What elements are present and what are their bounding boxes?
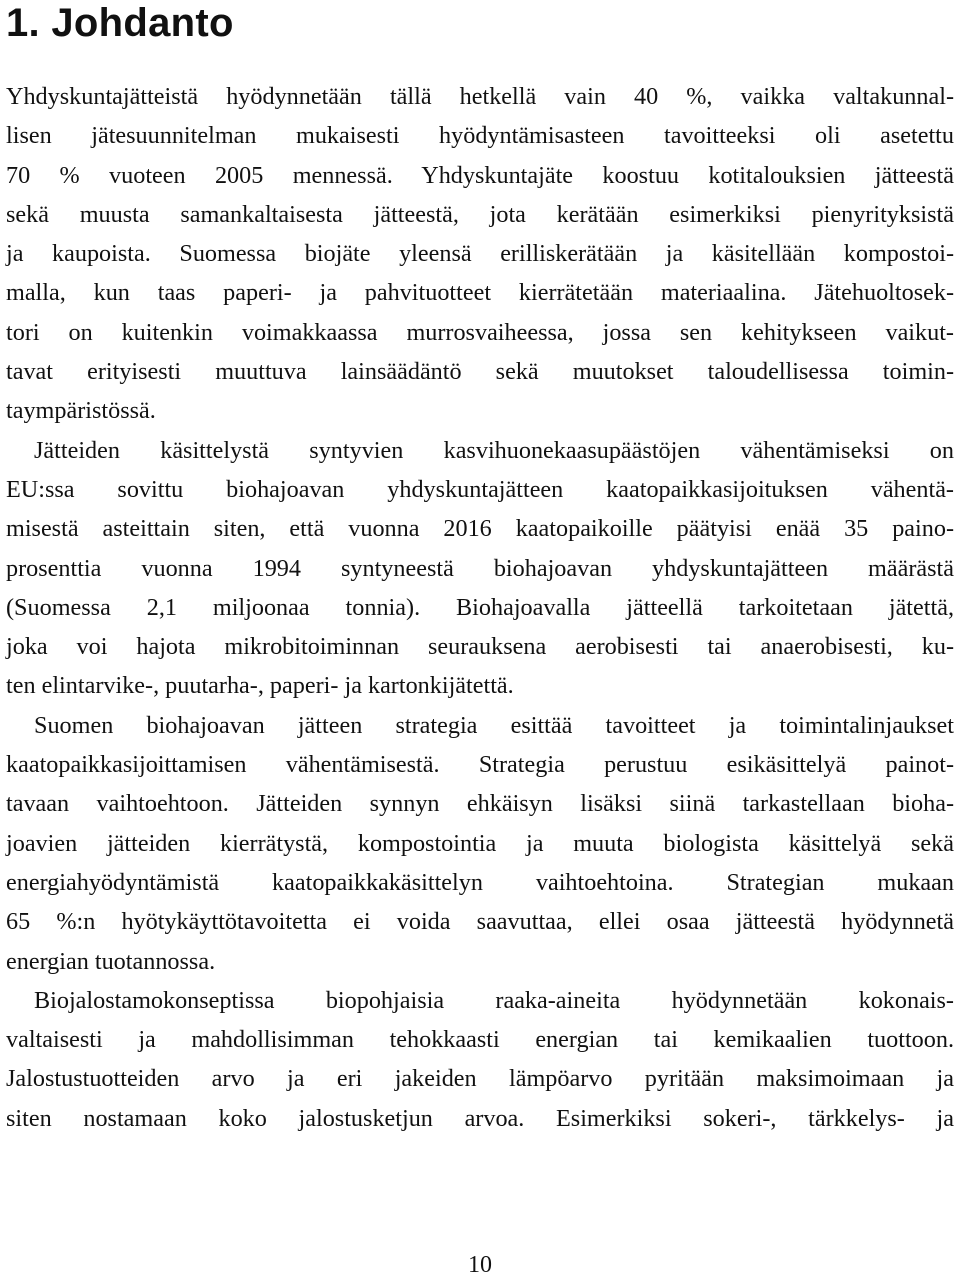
text-line: (Suomessa 2,1 miljoonaa tonnia). Biohajoavalla jätteellä tarkoitetaan jätettä, <box>6 593 954 621</box>
text-line: valtaisesti ja mahdollisimman tehokkaasti energian tai kemikaalien tuottoon. <box>6 1026 954 1054</box>
text-line: Jalostustuotteiden arvo ja eri jakeiden lämpöarvo pyritään maksimoimaan ja <box>6 1065 954 1093</box>
text-line: tavaan vaihtoehtoon. Jätteiden synnyn ehkäisyn lisäksi siinä tarkastellaan bioha- <box>6 790 954 818</box>
text-line: ten elintarvike-, puutarha-, paperi- ja kartonkijätettä. <box>6 672 514 700</box>
text-line: tori on kuitenkin voimakkaassa murrosvaiheessa, jossa sen kehitykseen vaikut- <box>6 318 954 346</box>
text-line: Yhdyskuntajätteistä hyödynnetään tällä hetkellä vain 40 %, vaikka valtakunnal- <box>6 83 954 110</box>
page-number: 10 <box>468 1252 492 1278</box>
text-line: sekä muusta samankaltaisesta jätteestä, jota kerätään esimerkiksi pienyrityksistä <box>6 200 954 228</box>
text-line: joka voi hajota mikrobitoiminnan seurauksena aerobisesti tai anaerobisesti, ku- <box>6 633 954 661</box>
text-line: 70 % vuoteen 2005 mennessä. Yhdyskuntajäte koostuu kotitalouksien jätteestä <box>6 161 954 189</box>
text-line: Suomen biohajoavan jätteen strategia esittää tavoitteet ja toimintalinjaukset <box>34 711 954 739</box>
paragraph <box>6 77 954 431</box>
text-line: kaatopaikkasijoittamisen vähentämisestä. Strategia perustuu esikäsittelyä painot- <box>6 751 954 779</box>
text-line: joavien jätteiden kierrätystä, kompostointia ja muuta biologista käsittelyä sekä <box>6 829 954 857</box>
paragraph <box>6 431 954 706</box>
page-title: 1. Johdanto <box>6 1 234 45</box>
text-line: malla, kun taas paperi- ja pahvituotteet kierrätetään materiaalina. Jätehuoltosek- <box>6 279 954 307</box>
paragraph <box>6 706 954 981</box>
text-line: energian tuotannossa. <box>6 947 216 975</box>
paragraph <box>6 981 954 1138</box>
text-line: lisen jätesuunnitelman mukaisesti hyödyntämisasteen tavoitteeksi oli asetettu <box>6 122 954 150</box>
text-line: Biojalostamokonseptissa biopohjaisia raaka-aineita hyödynnetään kokonais- <box>34 986 954 1014</box>
text-line: misestä asteittain siten, että vuonna 2016 kaatopaikoille päätyisi enää 35 paino- <box>6 515 954 543</box>
text-line: Jätteiden käsittelystä syntyvien kasvihuonekaasupäästöjen vähentämiseksi on <box>34 436 954 464</box>
text-line: siten nostamaan koko jalostusketjun arvoa. Esimerkiksi sokeri-, tärkkelys- ja <box>6 1104 954 1132</box>
text-line: tavat erityisesti muuttuva lainsäädäntö sekä muutokset taloudellisessa toimin- <box>6 358 954 386</box>
text-line: prosenttia vuonna 1994 syntyneestä biohajoavan yhdyskuntajätteen määrästä <box>6 554 954 582</box>
text-line: 65 %:n hyötykäyttötavoitetta ei voida saavuttaa, ellei osaa jätteestä hyödynnetä <box>6 908 954 936</box>
text-line: EU:ssa sovittu biohajoavan yhdyskuntajätteen kaatopaikkasijoituksen vähentä- <box>6 475 954 503</box>
text-line: ja kaupoista. Suomessa biojäte yleensä erilliskerätään ja käsitellään kompostoi- <box>6 240 954 268</box>
body-text <box>6 77 954 1138</box>
text-line: taympäristössä. <box>6 397 156 425</box>
text-line: energiahyödyntämistä kaatopaikkakäsittelyn vaihtoehtoina. Strategian mukaan <box>6 868 954 896</box>
